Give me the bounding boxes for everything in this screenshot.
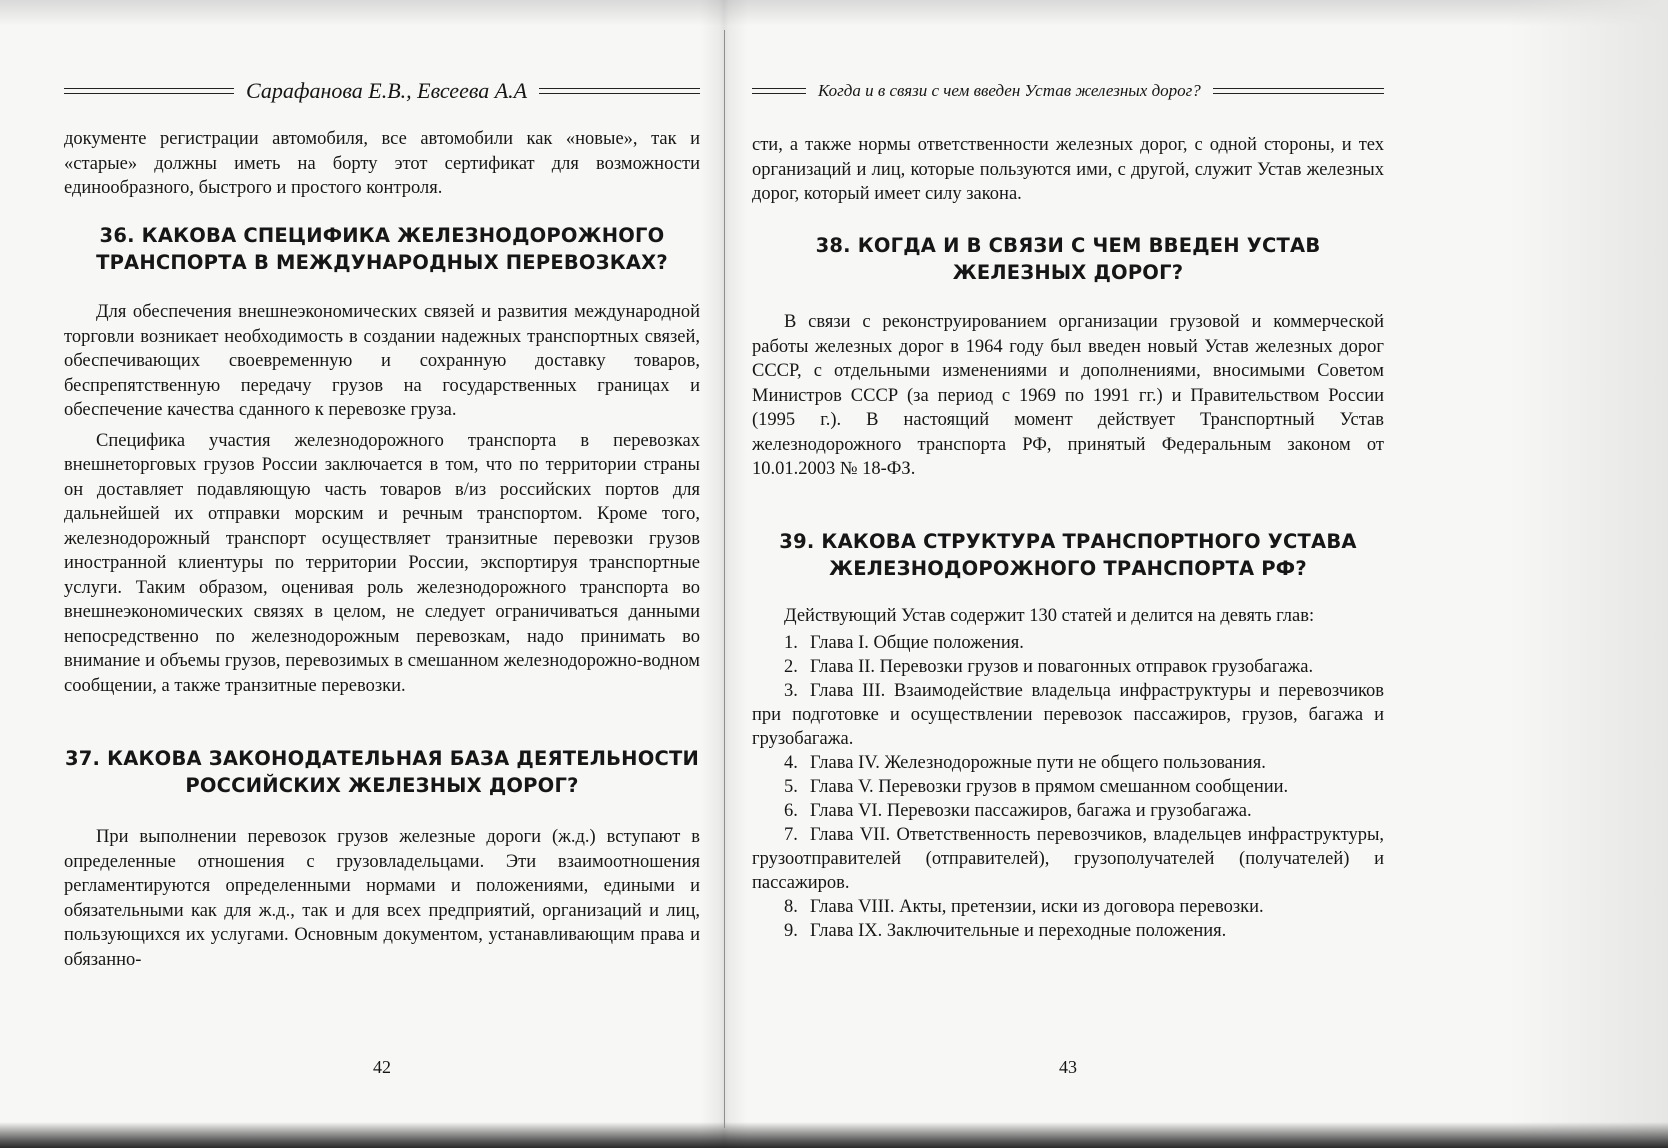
- paragraph: Для обеспечения внешнеэкономических связей и развития международной торговли возникает необходимость в создании надежных транспортных связей, обеспечивающих своевременную и сохранную доставку товаров, беспрепятственную передачу грузов на государственных границах и обеспечение качества сданного к перевозке груза.: [64, 302, 700, 420]
- list-item-text: Глава IX. Заключительные и переходные положения.: [810, 920, 1227, 941]
- list-item-number: 6.: [784, 800, 798, 821]
- list-item-text: Глава IV. Железнодорожные пути не общего пользования.: [810, 752, 1266, 773]
- double-rule: [64, 88, 234, 94]
- page-number: 42: [373, 1057, 391, 1077]
- heading-line: 38. КОГДА И В СВЯЗИ С ЧЕМ ВВЕДЕН УСТАВ: [815, 234, 1321, 257]
- list-item: [752, 919, 1384, 943]
- heading-line: 37. КАКОВА ЗАКОНОДАТЕЛЬНАЯ БАЗА ДЕЯТЕЛЬНОСТИ: [64, 747, 700, 770]
- double-rule: [539, 88, 700, 94]
- section-37: [64, 745, 700, 972]
- list-item-number: 5.: [784, 776, 798, 797]
- list-item-text: Глава VI. Перевозки пассажиров, багажа и грузобагажа.: [810, 800, 1252, 821]
- list-item-number: 7.: [784, 824, 798, 845]
- running-head: [64, 76, 700, 106]
- double-rule: [752, 88, 806, 94]
- list-item-text: Глава V. Перевозки грузов в прямом смешанном сообщении.: [810, 776, 1289, 797]
- heading-line: 39. КАКОВА СТРУКТУРА ТРАНСПОРТНОГО УСТАВА: [779, 530, 1357, 553]
- list-item: [752, 655, 1384, 679]
- book-gutter: [700, 0, 748, 1148]
- list-item-number: 4.: [784, 752, 798, 773]
- paragraph: В связи с реконструированием организации грузовой и коммерческой работы железных дорог в 1964 году был введен новый Устав железных дорог СССР, с отдельными изменениями и дополнениями, вносимыми Советом Министров СССР (за период с 1969 по 1991 гг.) и Правительством России (1995 г.). В настоящий момент действует Транспортный Устав железнодорожного транспорта РФ, принятый Федеральным законом от 10.01.2003 № 18-ФЗ.: [752, 312, 1384, 479]
- section-39: [752, 528, 1384, 943]
- list-item-text: Глава VII. Ответственность перевозчиков, владельцев инфраструктуры, грузоотправителей (отправителей), грузополучателей (получателей) и пассажиров.: [752, 824, 1384, 893]
- running-head: [752, 76, 1384, 106]
- page-number: 43: [1059, 1057, 1077, 1077]
- list-item: [752, 679, 1384, 751]
- running-head-text: Когда и в связи с чем введен Устав железных дорог?: [818, 81, 1201, 100]
- list-item-text: Глава III. Взаимодействие владельца инфраструктуры и перевозчиков при подготовке и осуществлении перевозок пассажиров, грузов, багажа и грузобагажа.: [752, 680, 1384, 749]
- heading-line: ТРАНСПОРТА В МЕЖДУНАРОДНЫХ ПЕРЕВОЗКАХ?: [96, 251, 668, 274]
- list-item: [752, 775, 1384, 799]
- scan-shadow-top: [0, 0, 1668, 26]
- paragraph: При выполнении перевозок грузов железные дороги (ж.д.) вступают в определенные отношения с грузовладельцами. Эти взаимоотношения регламентируются определенными нормами и положениями, едиными и обязательными как для ж.д., так и для всех предприятий, организаций и лиц, пользующихся их услугами. Основным документом, устанавливающим права и обязанно-: [64, 827, 700, 970]
- paragraph: Действующий Устав содержит 130 статей и делится на девять глав:: [784, 606, 1315, 626]
- section-36: [64, 222, 700, 698]
- double-rule: [1213, 88, 1384, 94]
- section-heading: [64, 222, 700, 276]
- list-item-number: 2.: [784, 656, 798, 677]
- scan-shadow-right: [1508, 0, 1668, 1148]
- list-item: [752, 823, 1384, 895]
- list-item: [752, 895, 1384, 919]
- section-heading: [64, 745, 700, 799]
- list-item-text: Глава II. Перевозки грузов и повагонных отправок грузобагажа.: [810, 656, 1314, 677]
- list-item: [752, 751, 1384, 775]
- intro-block: [752, 133, 1384, 207]
- intro-paragraph: документе регистрации автомобиля, все автомобили как «новые», так и «старые» должны иметь на борту этот сертификат для возможности единообразного, быстрого и простого контроля.: [64, 129, 700, 198]
- chapter-list: [752, 631, 1384, 943]
- list-item: [752, 799, 1384, 823]
- heading-line: ЖЕЛЕЗНЫХ ДОРОГ?: [952, 261, 1184, 284]
- list-item-text: Глава I. Общие положения.: [810, 632, 1024, 653]
- section-heading: [752, 528, 1384, 582]
- intro-paragraph: сти, а также нормы ответственности железных дорог, с одной стороны, и тех организаций и лиц, которые пользуются ими, с другой, служит Устав железных дорог, который имеет силу закона.: [752, 135, 1384, 204]
- list-item-number: 3.: [784, 680, 798, 701]
- heading-line: ЖЕЛЕЗНОДОРОЖНОГО ТРАНСПОРТА РФ?: [829, 557, 1307, 580]
- paragraph: Специфика участия железнодорожного транспорта в перевозках внешнеторговых грузов России заключается в том, что по территории страны он доставляет подавляющую часть товаров в/из российских портов для дальнейшей их отправки морским и речным транспортом. Кроме того, железнодорожный транспорт осуществляет транзитные перевозки грузов иностранной клиентуры по территории России, экспортируя транспортные услуги. Таким образом, оценивая роль железнодорожного транспорта во внешнеэкономических связях в целом, не следует ограничиваться данными непосредственно по железнодорожным перевозкам, надо принимать во внимание и объемы грузов, перевозимых в смешанном железнодорожно-водном сообщении, а также транзитные перевозки.: [64, 430, 700, 696]
- section-heading: [752, 232, 1384, 286]
- heading-line: РОССИЙСКИХ ЖЕЛЕЗНЫХ ДОРОГ?: [185, 774, 579, 797]
- section-38: [752, 232, 1384, 482]
- list-item: [752, 631, 1384, 655]
- heading-line: 36. КАКОВА СПЕЦИФИКА ЖЕЛЕЗНОДОРОЖНОГО: [99, 224, 665, 247]
- running-head-text: Сарафанова Е.В., Евсеева А.А: [246, 78, 528, 103]
- list-item-text: Глава VIII. Акты, претензии, иски из договора перевозки.: [810, 896, 1264, 917]
- intro-block: [64, 127, 700, 201]
- list-item-number: 8.: [784, 896, 798, 917]
- scan-shadow-bottom: [0, 1122, 1668, 1148]
- list-item-number: 9.: [784, 920, 798, 941]
- list-item-number: 1.: [784, 632, 798, 653]
